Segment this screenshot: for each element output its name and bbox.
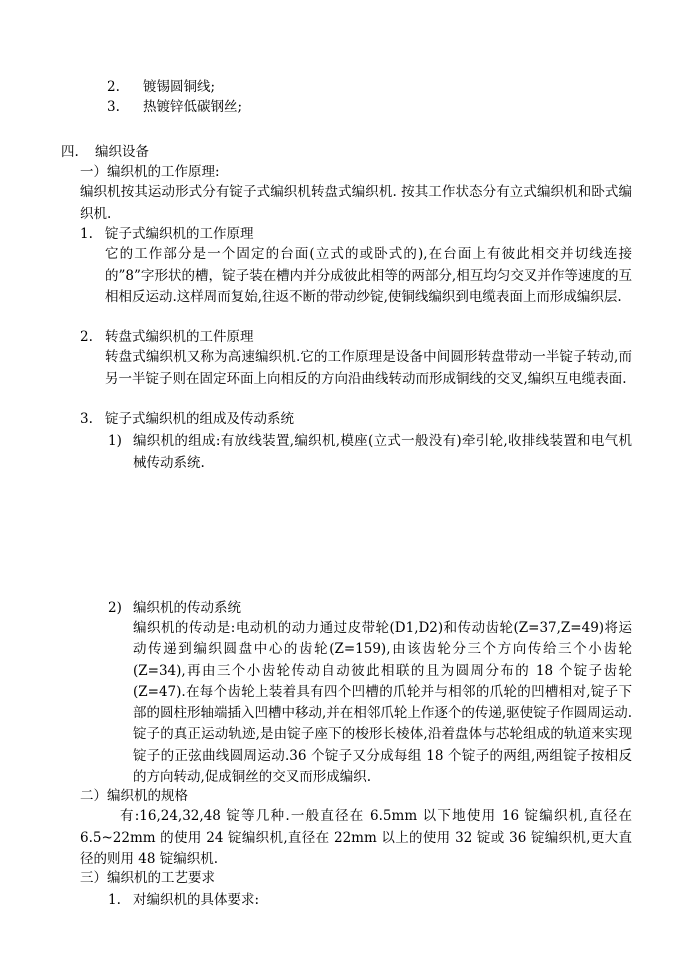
spec-paragraph: 有:16,24,32,48 锭等几种.一般直径在 6.5mm 以下地使用 16 锭编织机,直径在6.5~22mm 的使用 24 锭编织机,直径在 22mm 以上的使用 32 锭或 36 锭编织机,更大直径的则用 48 锭编织机. (80, 808, 632, 867)
subsection-title: 一）编织机的工作原理: (80, 164, 220, 180)
item-text: 对编织机的具体要求: (133, 892, 260, 908)
section-number: 四. (61, 144, 79, 160)
subitem-number: 2) (108, 600, 122, 616)
item-number: 2. (80, 329, 93, 345)
list-item-text: 镀锡圆铜线; (143, 79, 216, 95)
item-title: 转盘式编织机的工件原理 (105, 329, 254, 345)
list-item-number: 3. (107, 99, 120, 115)
list-item-number: 2. (107, 79, 120, 95)
subitem-body: 编织机的传动是:电动机的动力通过皮带轮(D1,D2)和传动齿轮(Z=37,Z=49)将运动传递到编织圆盘中心的齿轮(Z=159),由该齿轮分三个方向传给三个小齿轮(Z=34),再由三个小齿轮传动自动彼此相联的且为圆周分布的 18 个锭子齿轮(Z=47).在每个齿轮上装着具有四个凹槽的爪轮并与相邻的爪轮的凹槽相对,锭子下部的圆柱形轴端插入凹槽中移动,并在相邻爪轮上作逐个的传递,驱使锭子作圆周运动.锭子的真正运动轨迹,是由锭子座下的梭形长棱体,沿着盘体与芯轮组成的轨道来实现锭子的正弦曲线圆周运动.36 个锭子又分成每组 18 个锭子的两组,两组锭子按相反的方向转动,促成铜丝的交叉而形成编织. (133, 620, 632, 786)
list-item-text: 热镀锌低碳钢丝; (143, 99, 243, 115)
item-title: 锭子式编织机的组成及传动系统 (105, 411, 294, 427)
item-number: 1. (80, 226, 93, 242)
item-number: 1. (108, 892, 121, 908)
subitem-number: 1) (108, 433, 122, 449)
intro-paragraph: 编织机按其运动形式分有锭子式编织机转盘式编织机. 按其工作状态分有立式编织机和卧式编织机. (80, 184, 632, 222)
item-body: 它的工作部分是一个固定的台面(立式的或卧式的),在台面上有彼此相交并切线连接的”8”字形状的槽，锭子装在槽内并分成彼此相等的两部分,相互均匀交叉并作等速度的互相相反运动.这样周而复始,往返不断的带动纱锭,使铜线编织到电缆表面上而形成编织层. (105, 246, 632, 305)
subsection-title: 三）编织机的工艺要求 (80, 870, 215, 886)
section-title: 编织设备 (95, 144, 149, 160)
subitem-body: 编织机的组成:有放线装置,编织机,模座(立式一般没有)牵引轮,收排线装置和电气机械传动系统. (133, 433, 632, 471)
item-body: 转盘式编织机又称为高速编织机.它的工作原理是设备中间圆形转盘带动一半锭子转动,而另一半锭子则在固定环面上向相反的方向沿曲线转动而形成铜线的交叉,编织互电缆表面. (105, 349, 632, 387)
subsection-title: 二）编织机的规格 (80, 788, 188, 804)
item-title: 锭子式编织机的工作原理 (105, 226, 254, 242)
item-number: 3. (80, 411, 93, 427)
subitem-title: 编织机的传动系统 (133, 600, 241, 616)
